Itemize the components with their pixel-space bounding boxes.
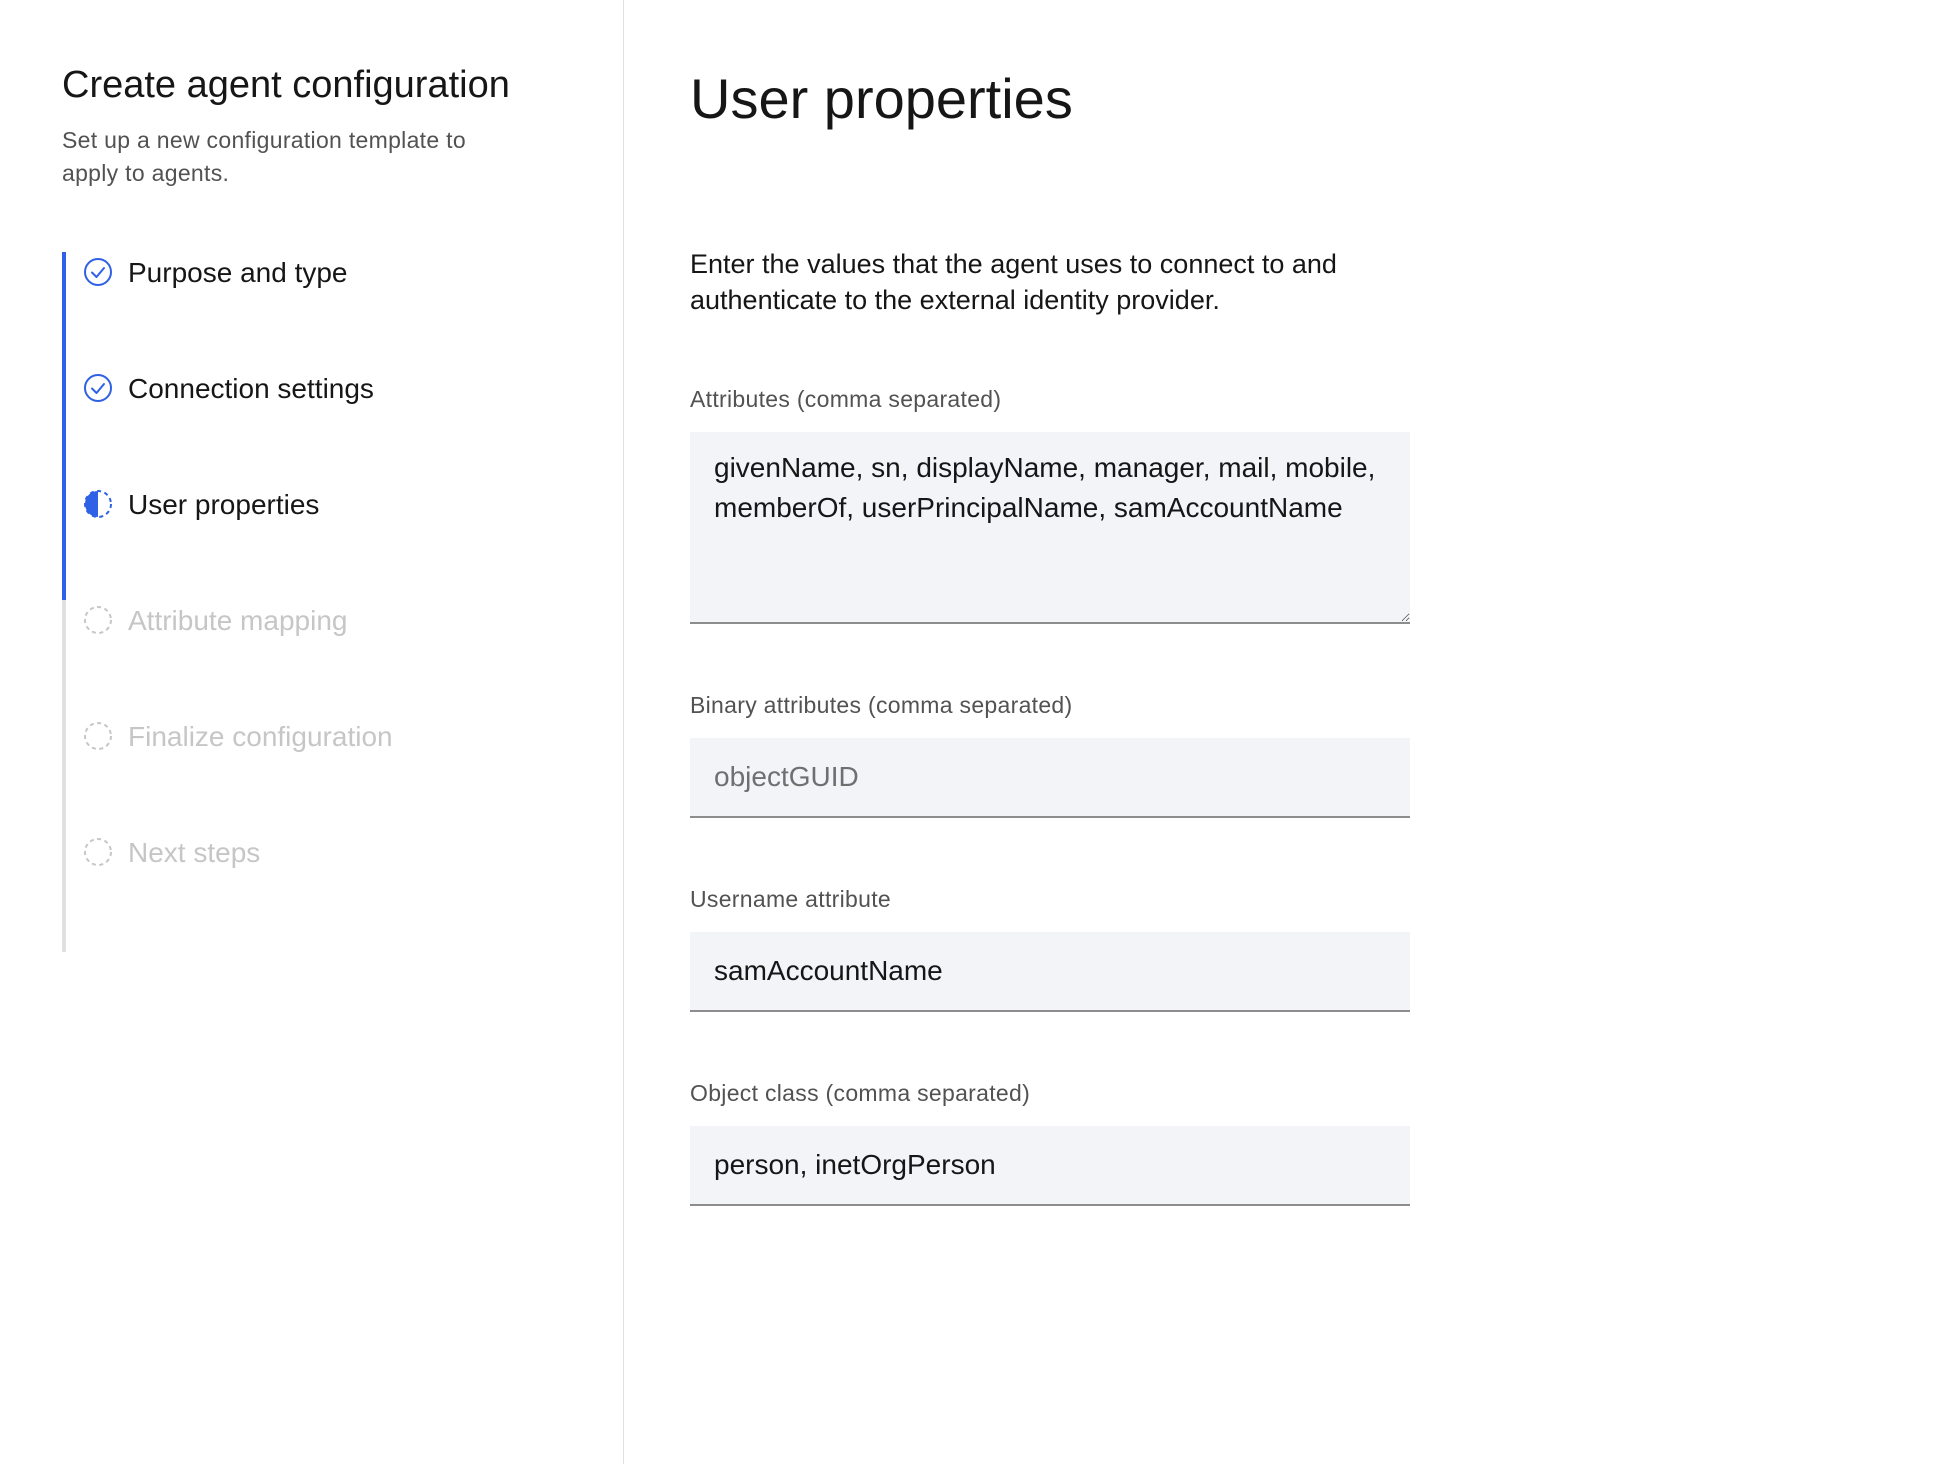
step-label: Finalize configuration xyxy=(128,721,393,752)
dashed-circle-icon xyxy=(82,836,114,868)
step-finalize-configuration[interactable] xyxy=(62,716,562,832)
attributes-label: Attributes (comma separated) xyxy=(690,386,1002,412)
checkmark-outline-icon xyxy=(82,372,114,404)
binary-attributes-label: Binary attributes (comma separated) xyxy=(690,692,1073,718)
dashed-circle-icon xyxy=(82,604,114,636)
step-label: Connection settings xyxy=(128,373,374,404)
username-attribute-input[interactable] xyxy=(690,932,1410,1012)
page-title: User properties xyxy=(690,67,1073,130)
object-class-label: Object class (comma separated) xyxy=(690,1080,1031,1106)
sidebar-description: Set up a new configuration template to apply to agents. xyxy=(62,127,466,186)
step-label: Purpose and type xyxy=(128,257,348,288)
step-label: Next steps xyxy=(128,837,261,868)
step-user-properties[interactable] xyxy=(62,484,562,600)
step-attribute-mapping[interactable] xyxy=(62,600,562,716)
step-connection-settings[interactable] xyxy=(62,368,562,484)
binary-attributes-input[interactable] xyxy=(690,738,1410,818)
incomplete-half-icon xyxy=(82,488,114,520)
username-attribute-label: Username attribute xyxy=(690,886,891,912)
progress-sidebar xyxy=(0,0,624,1464)
page-description: Enter the values that the agent uses to connect to and authenticate to the external identity provider. xyxy=(690,249,1337,315)
sidebar-title: Create agent configuration xyxy=(62,64,510,106)
checkmark-outline-icon xyxy=(82,256,114,288)
attributes-textarea[interactable] xyxy=(690,432,1410,624)
step-label: User properties xyxy=(128,489,320,520)
step-next-steps[interactable] xyxy=(62,832,562,952)
dashed-circle-icon xyxy=(82,720,114,752)
progress-indicator xyxy=(62,252,562,952)
step-purpose-and-type[interactable] xyxy=(62,252,562,368)
main-content xyxy=(690,0,1890,1464)
step-label: Attribute mapping xyxy=(128,605,348,636)
object-class-input[interactable] xyxy=(690,1126,1410,1206)
